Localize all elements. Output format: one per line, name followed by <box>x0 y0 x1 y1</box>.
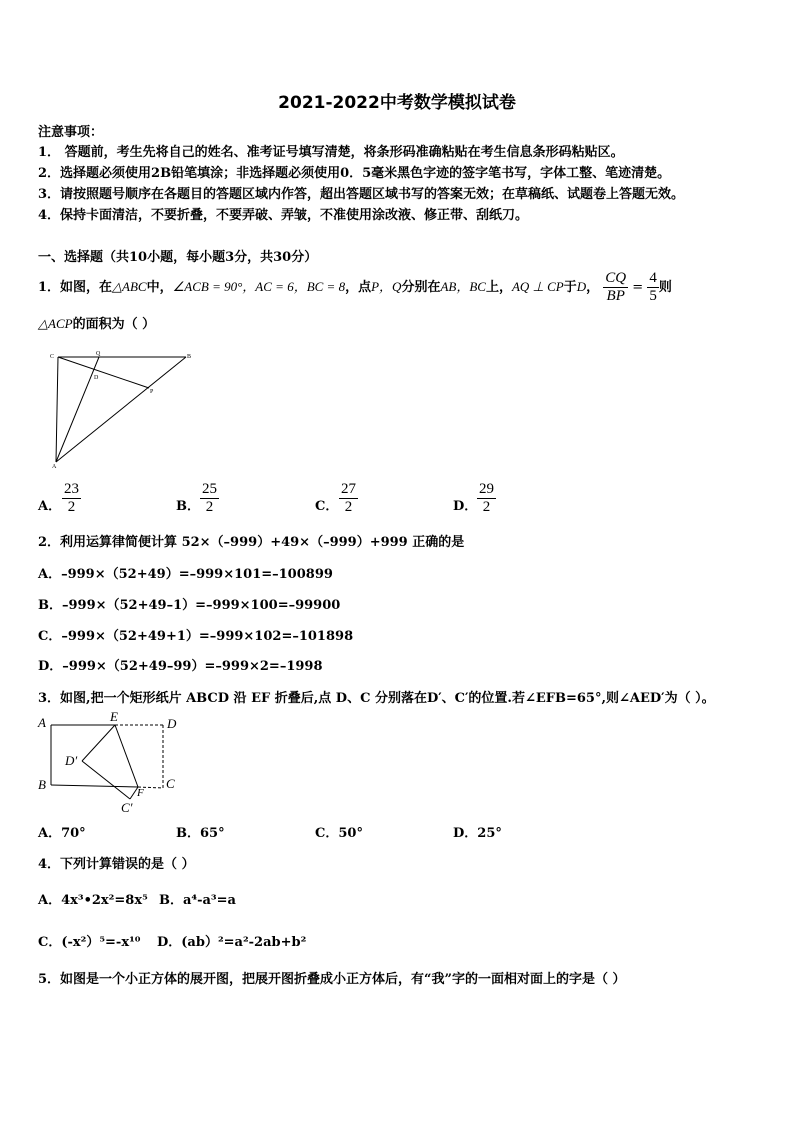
q3-option-a: A．70° <box>38 826 86 841</box>
q3-fig-label-a: A <box>38 715 46 730</box>
q1-fig-line-aq <box>56 357 99 462</box>
q1-fig-label-c: C <box>50 354 55 360</box>
q1-fig-label-a: A <box>52 464 57 470</box>
q1-option-a-label: A． <box>38 499 62 514</box>
q1-option-a-den: 2 <box>67 499 76 515</box>
q1-sides: AB，BC <box>440 279 486 294</box>
q1-text-4: 分别在 <box>401 280 441 295</box>
q1-option-b-num: 25 <box>202 481 217 497</box>
q1-option-d-value <box>477 481 496 516</box>
q1-ratio-left-den: BP <box>606 288 625 304</box>
q1-text-3: ，点 <box>345 280 372 295</box>
q3-fig-fold-ef <box>115 725 138 787</box>
q3-fig-label-e: E <box>110 709 118 724</box>
question-4-stem: 4．下列计算错误的是（ ） <box>38 857 195 872</box>
q1-fig-label-p: P <box>150 389 154 395</box>
q1-option-c-value <box>339 481 358 516</box>
q1-text-6: 于 <box>563 280 577 295</box>
q3-fig-label-cprime: C′ <box>121 800 133 815</box>
q2-option-d: D．–999×（52+49–99）=–999×2=–1998 <box>38 659 323 674</box>
q1-ratio-right-num: 4 <box>649 270 657 286</box>
q2-option-b: B．–999×（52+49–1）=–999×100=–99900 <box>38 598 341 613</box>
q1-option-b-den: 2 <box>205 499 214 515</box>
q1-perp: AQ ⊥ CP <box>511 279 564 294</box>
question-3-stem: 3．如图,把一个矩形纸片 ABCD 沿 EF 折叠后,点 D、C 分别落在D′、C′的位置.若∠EFB=65°,则∠AED′为（ ）。 <box>38 691 715 706</box>
question-2-stem: 2．利用运算律简便计算 52×（–999）+49×（–999）+999 正确的是 <box>38 535 465 550</box>
q3-option-d: D．25° <box>453 826 502 841</box>
q2-option-a: A．–999×（52+49）=–999×101=–100899 <box>38 567 333 582</box>
q1-fig-label-b: B <box>187 354 192 360</box>
q4-option-d: D．(ab）²=a²-2ab+b² <box>157 935 307 950</box>
q1-option-d-den: 2 <box>482 499 491 515</box>
q1-fig-label-q: Q <box>96 351 101 357</box>
page-title: 2021-2022中考数学模拟试卷 <box>278 93 516 113</box>
q1-ask: 的面积为（ ） <box>72 317 156 332</box>
q1-option-a-num: 23 <box>64 481 79 497</box>
q1-option-c-den: 2 <box>344 499 353 515</box>
q3-fig-label-c: C <box>166 776 175 791</box>
q1-option-b-label: B． <box>176 499 200 514</box>
q3-fig-label-b: B <box>38 777 46 792</box>
q2-option-c: C．–999×（52+49+1）=–999×102=–101898 <box>38 629 354 644</box>
q3-fig-label-f: F <box>137 787 144 799</box>
q1-figure <box>44 348 200 470</box>
q1-fig-label-d: D <box>94 375 99 381</box>
q3-fig-label-dprime: D′ <box>65 753 78 768</box>
q1-option-d-num: 29 <box>479 481 494 497</box>
q1-text-5: 上， <box>485 280 512 295</box>
q3-figure <box>34 708 184 816</box>
question-1-stem <box>38 270 672 305</box>
q3-fig-flap-dc <box>82 761 130 799</box>
q1-option-d-label: D． <box>453 499 478 514</box>
q1-text-2: 中， <box>146 280 173 295</box>
q1-fig-side-ca <box>56 357 58 462</box>
q3-fig-side-bf <box>51 785 138 787</box>
q1-option-c-num: 27 <box>341 481 356 497</box>
q1-acp: △ACP <box>38 316 73 331</box>
q1-fig-line-cp <box>58 357 149 388</box>
q1-text-1: 1．如图，在 <box>38 280 113 295</box>
q1-text-7: ， <box>586 280 600 295</box>
q1-text-8: 则 <box>658 280 672 295</box>
q4-option-b: B．a⁴-a³=a <box>159 893 236 908</box>
q1-ratio-left <box>603 270 628 305</box>
q3-fig-flap-ed <box>82 725 115 761</box>
q1-option-c-label: C． <box>315 499 339 514</box>
q3-option-b: B．65° <box>176 826 225 841</box>
notice-heading: 注意事项： <box>38 125 104 140</box>
q1-option-b-value <box>200 481 219 516</box>
q1-ratio-right-den: 5 <box>649 288 657 304</box>
q3-fig-label-d: D <box>167 716 177 731</box>
q1-fig-side-ab <box>56 357 186 462</box>
notice-item-3: 3．请按照题号顺序在各题目的答题区域内作答，超出答题区域书写的答案无效；在草稿纸、试题卷上答题无效。 <box>38 187 685 202</box>
notice-item-1: 1． 答题前，考生先将自己的姓名、准考证号填写清楚，将条形码准确粘贴在考生信息条形码粘贴区。 <box>38 145 624 160</box>
notice-item-2: 2．选择题必须使用2B铅笔填涂；非选择题必须使用0．5毫米黑色字迹的签字笔书写，字体工整、笔迹清楚。 <box>38 166 671 181</box>
question-1-line2 <box>38 313 155 332</box>
q1-option-a-value <box>62 481 81 516</box>
q4-option-c: C．(-x²）⁵=-x¹⁰ <box>38 935 141 950</box>
q1-points: P，Q <box>371 279 402 294</box>
notice-item-4: 4．保持卡面清洁，不要折叠，不要弄破、弄皱，不准使用涂改液、修正带、刮纸刀。 <box>38 208 529 223</box>
q3-option-c: C．50° <box>315 826 363 841</box>
q1-equals: = <box>632 280 644 295</box>
q1-ratio-left-num: CQ <box>605 270 627 286</box>
q1-point-d: D <box>576 279 587 294</box>
q1-condition: ∠ACB = 90°，AC = 6，BC = 8 <box>172 279 346 294</box>
section-heading: 一、选择题（共10小题，每小题3分，共30分） <box>38 250 318 265</box>
question-5-stem: 5．如图是一个小正方体的展开图，把展开图折叠成小正方体后，有“我”字的一面相对面上的字是（ ） <box>38 972 626 987</box>
q1-triangle: △ABC <box>112 279 147 294</box>
q4-option-a: A．4x³•2x²=8x⁵ <box>38 893 148 908</box>
q1-ratio-right <box>647 270 659 305</box>
